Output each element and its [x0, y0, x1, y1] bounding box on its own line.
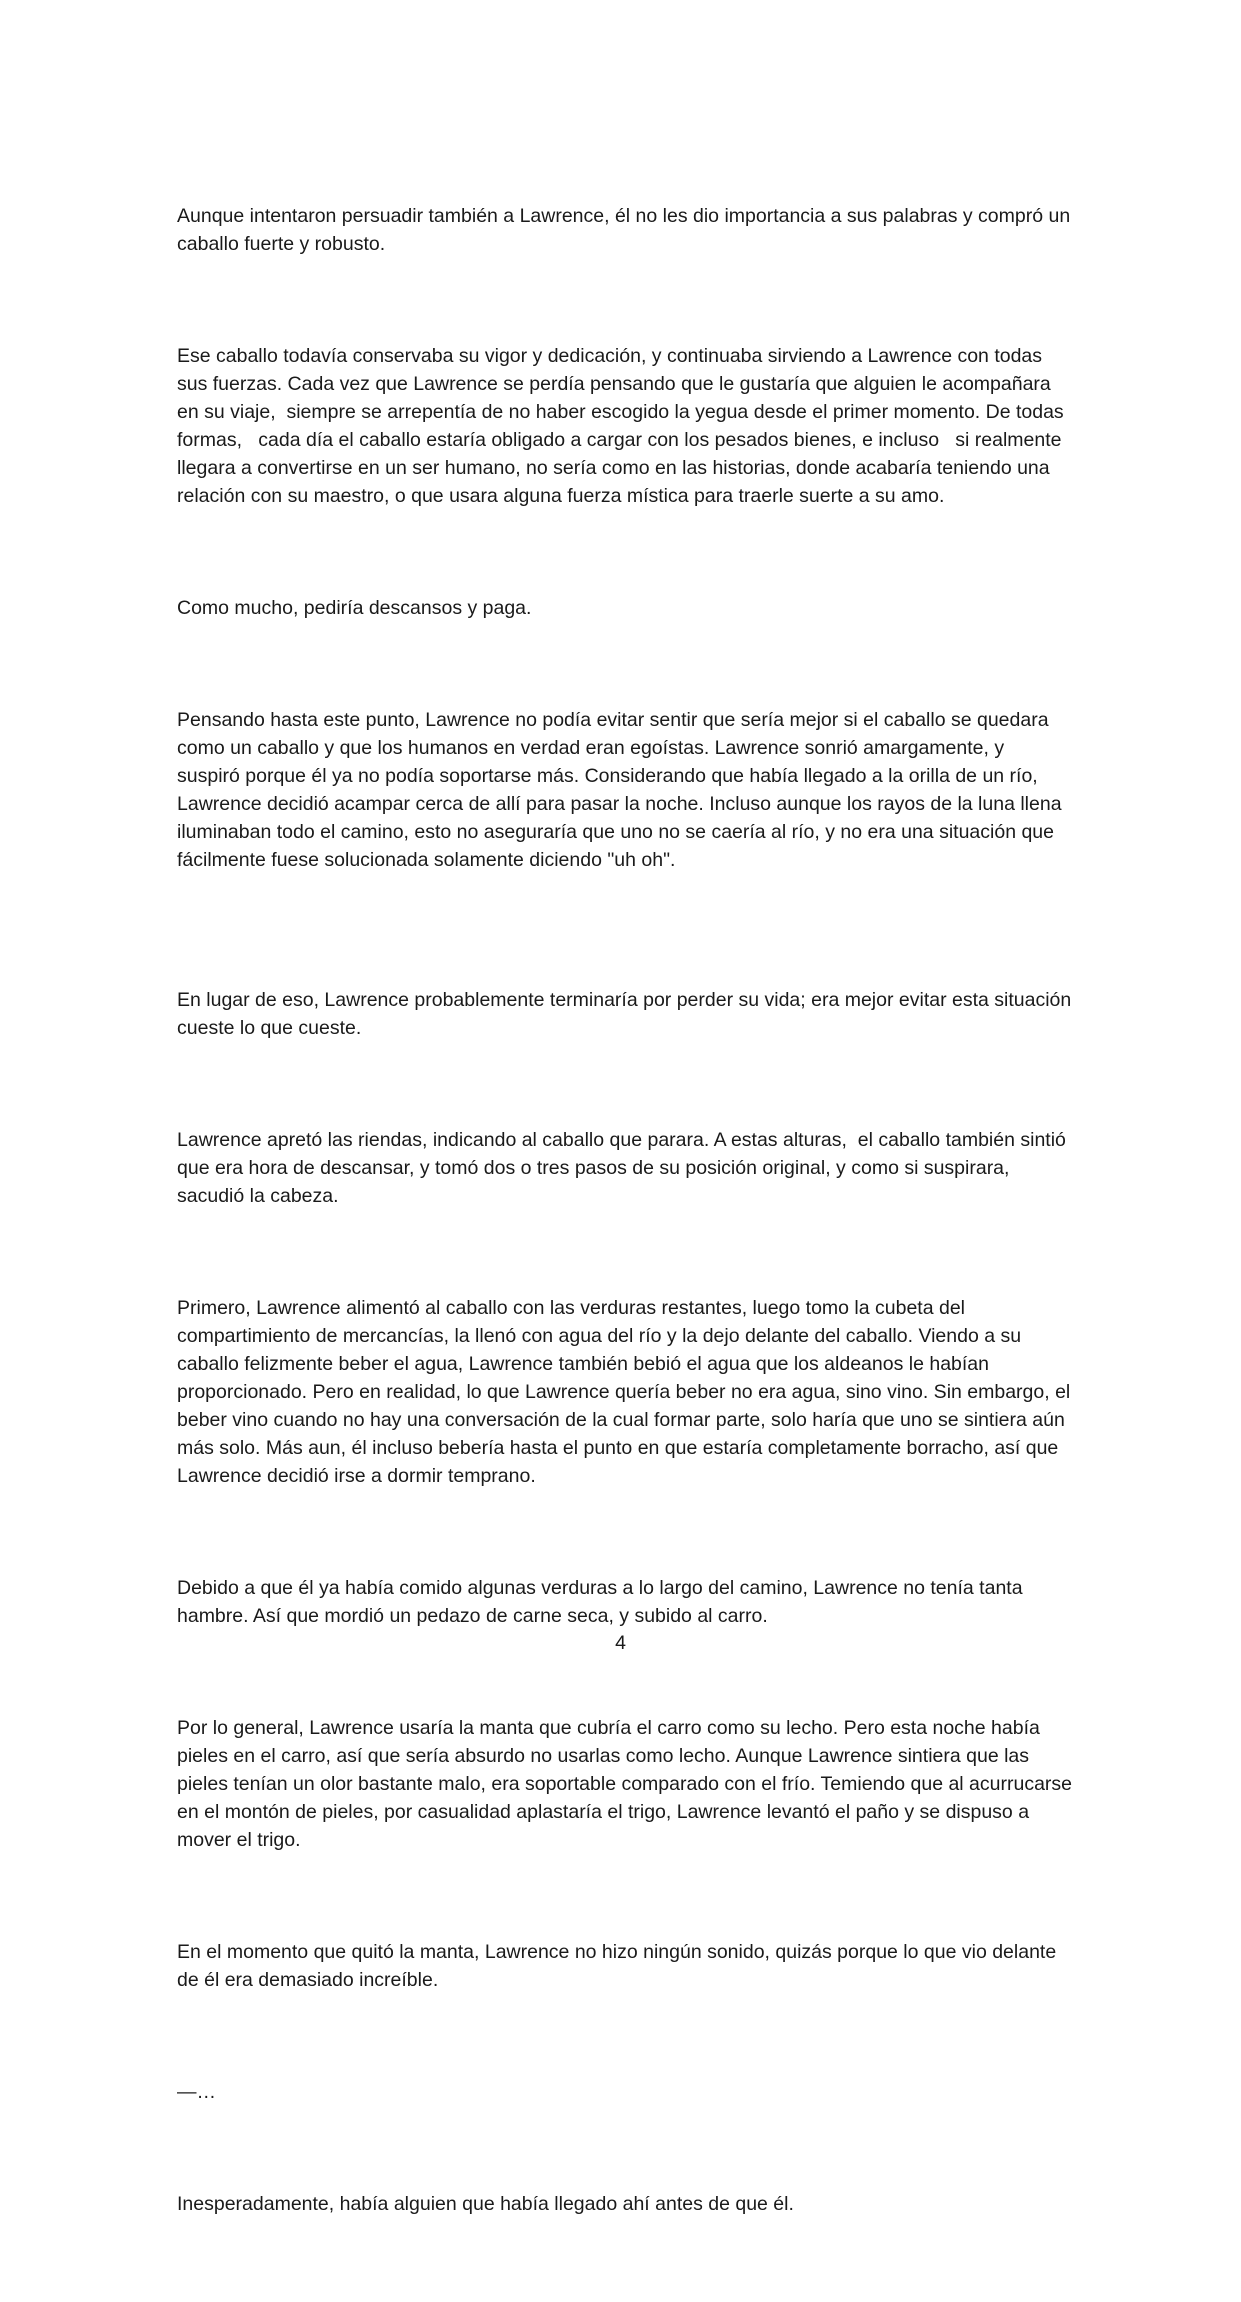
- paragraph-6: Lawrence apretó las riendas, indicando al caballo que parara. A estas alturas, el caballo también sintió que era hora de descansar, y tomó dos o tres pasos de su posición original, y como si suspirara, sacudió la cabeza.: [177, 1129, 1072, 1207]
- paragraph-11: —…: [177, 2081, 216, 2103]
- paragraph-7: Primero, Lawrence alimentó al caballo con las verduras restantes, luego tomo la cubeta del compartimiento de mercancías, la llenó con agua del río y la dejo delante del caballo. Viendo a su caballo felizmente beber el agua, Lawrence también bebió el agua que los aldeanos le habían proporcionado. Pero en realidad, lo que Lawrence quería beber no era agua, sino vino. Sin embargo, el beber vino cuando no hay una conversación de la cual formar parte, solo haría que uno se sintiera aún más solo. Más aun, él incluso bebería hasta el punto en que estaría completamente borracho, así que Lawrence decidió irse a dormir temprano.: [177, 1297, 1076, 1487]
- page-number: 4: [615, 1632, 626, 1654]
- paragraph-2: Ese caballo todavía conservaba su vigor y dedicación, y continuaba sirviendo a Lawrence con todas sus fuerzas. Cada vez que Lawrence se perdía pensando que le gustaría que alguien le acompañara en su viaje, siempre se arrepentía de no haber escogido la yegua desde el primer momento. De todas formas, cada día el caballo estaría obligado a cargar con los pesados bienes, e incluso si realmente llegara a convertirse en un ser humano, no sería como en las historias, donde acabaría teniendo una relación con su maestro, o que usara alguna fuerza mística para traerle suerte a su amo.: [177, 345, 1070, 507]
- paragraph-10: En el momento que quitó la manta, Lawrence no hizo ningún sonido, quizás porque lo que vio delante de él era demasiado increíble.: [177, 1941, 1062, 1991]
- paragraph-4: Pensando hasta este punto, Lawrence no podía evitar sentir que sería mejor si el caballo se quedara como un caballo y que los humanos en verdad eran egoístas. Lawrence sonrió amargamente, y suspiró porque él ya no podía soportarse más. Considerando que había llegado a la orilla de un río, Lawrence decidió acampar cerca de allí para pasar la noche. Incluso aunque los rayos de la luna llena iluminaban todo el camino, esto no aseguraría que uno no se caería al río, y no era una situación que fácilmente fuese solucionada solamente diciendo "uh oh".: [177, 709, 1067, 871]
- paragraph-12: Inesperadamente, había alguien que había llegado ahí antes de que él.: [177, 2193, 794, 2215]
- body-text: [177, 146, 1078, 2302]
- paragraph-1: Aunque intentaron persuadir también a Lawrence, él no les dio importancia a sus palabras y compró un caballo fuerte y robusto.: [177, 205, 1076, 255]
- paragraph-9: Por lo general, Lawrence usaría la manta que cubría el carro como su lecho. Pero esta noche había pieles en el carro, así que sería absurdo no usarlas como lecho. Aunque Lawrence sintiera que las pieles tenían un olor bastante malo, era soportable comparado con el frío. Temiendo que al acurrucarse en el montón de pieles, por casualidad aplastaría el trigo, Lawrence levantó el paño y se dispuso a mover el trigo.: [177, 1717, 1078, 1851]
- paragraph-5: En lugar de eso, Lawrence probablemente terminaría por perder su vida; era mejor evitar esta situación cueste lo que cueste.: [177, 989, 1077, 1039]
- paragraph-3: Como mucho, pediría descansos y paga.: [177, 597, 532, 619]
- paragraph-8: Debido a que él ya había comido algunas verduras a lo largo del camino, Lawrence no tenía tanta hambre. Así que mordió un pedazo de carne seca, y subido al carro.: [177, 1577, 1028, 1627]
